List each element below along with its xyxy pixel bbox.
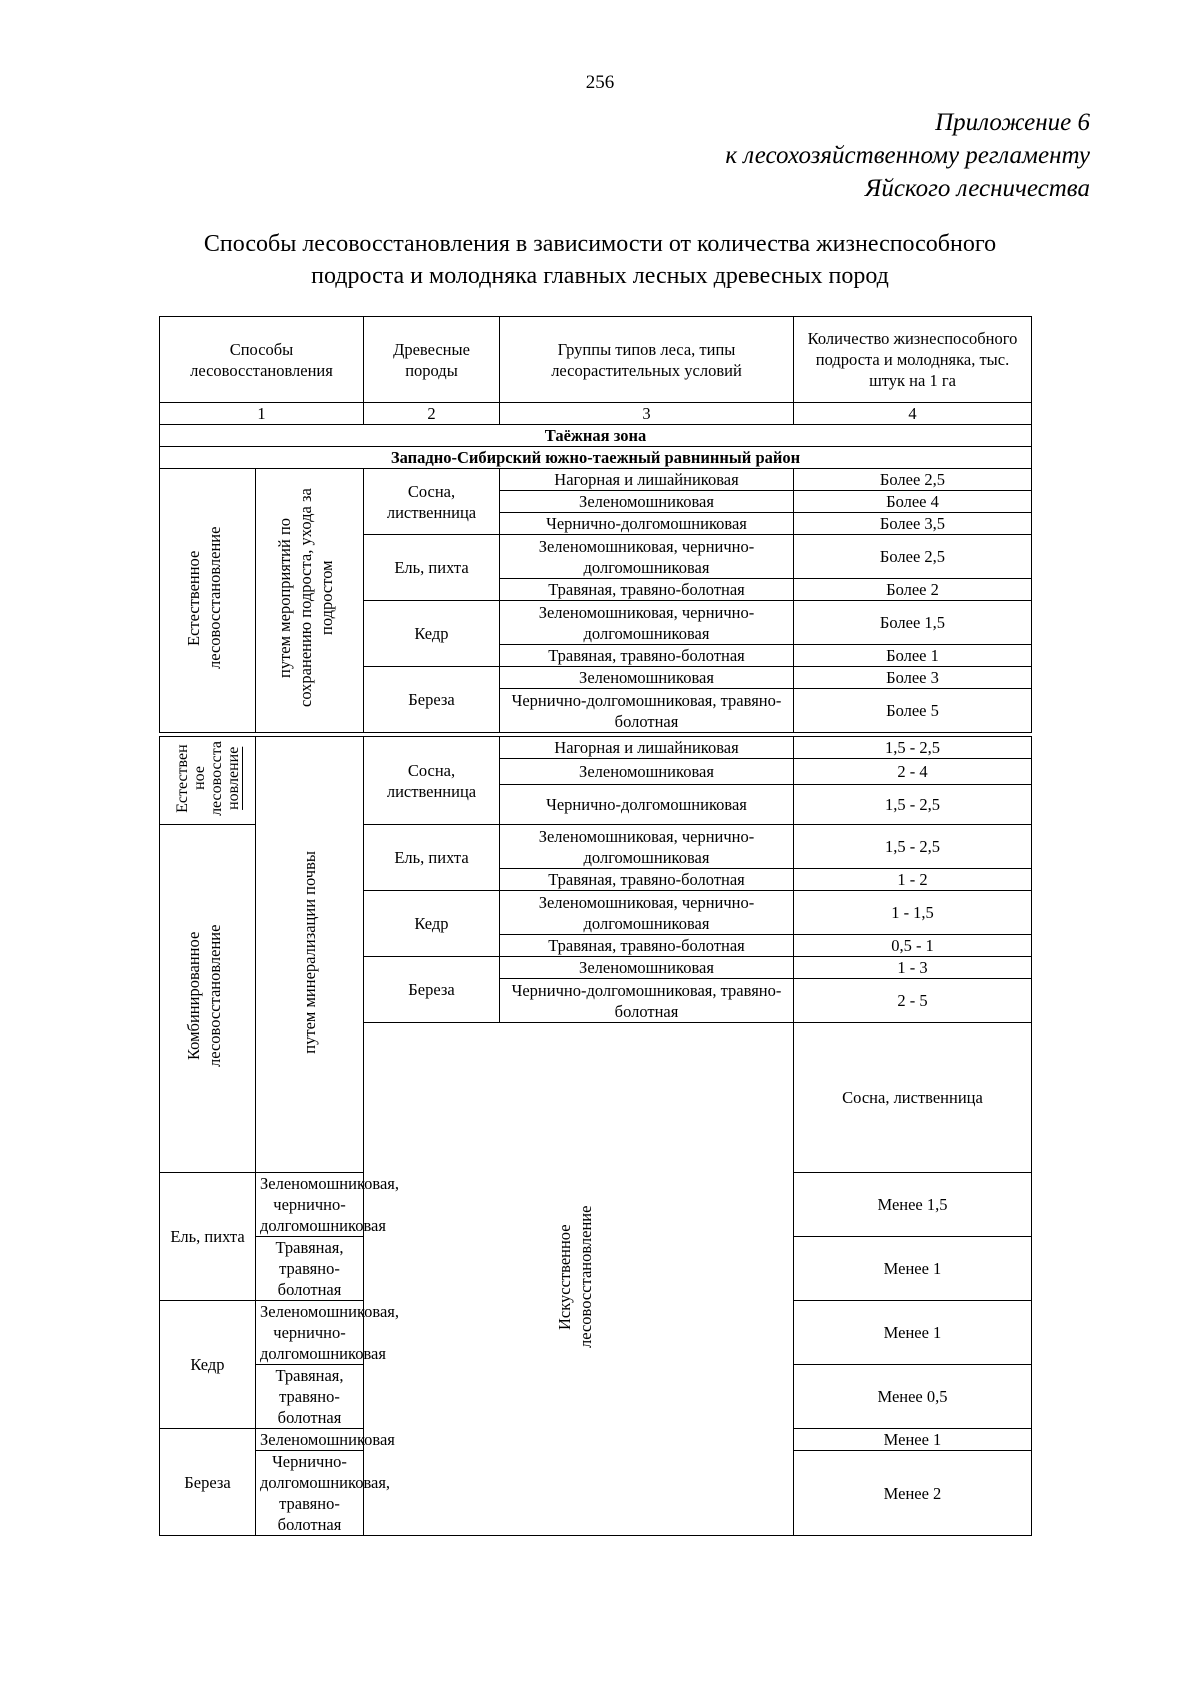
region-row	[160, 447, 1032, 469]
value-cell: Более 1,5	[794, 601, 1032, 645]
value-cell: 2 - 4	[794, 759, 1032, 785]
method-natural-short-l4: новление	[224, 746, 242, 810]
forest-type-cell: Зеленомошниковая, чернично-долгомошниковая	[500, 825, 794, 869]
appendix-line-1: Приложение 6	[935, 109, 1090, 136]
species-cell: Кедр	[364, 601, 500, 667]
zone-row	[160, 425, 1032, 447]
column-number: 1	[160, 403, 364, 425]
reforestation-table	[159, 316, 1032, 733]
species-cell: Сосна, лиственница	[364, 469, 500, 535]
method-natural-sub	[256, 469, 364, 733]
method-artificial	[364, 1023, 794, 1536]
value-cell: Менее 1,5	[794, 1173, 1032, 1237]
value-cell: Более 2,5	[794, 535, 1032, 579]
method-mineral-sub-text: путем минерализации почвы	[300, 850, 319, 1054]
title-line-2: подроста и молодняка главных лесных древесных пород	[311, 263, 889, 289]
value-cell: Менее 0,5	[794, 1365, 1032, 1429]
method-natural	[160, 469, 256, 733]
forest-type-cell: Травяная, травяно-болотная	[500, 935, 794, 957]
header-species: Древесные породы	[364, 317, 500, 403]
value-cell: 2 - 5	[794, 979, 1032, 1023]
method-natural-short	[160, 737, 256, 825]
appendix-line-3: Яйского лесничества	[864, 175, 1090, 202]
species-cell: Сосна, лиственница	[794, 1023, 1032, 1173]
forest-type-cell: Зеленомошниковая, чернично-долгомошниковая	[500, 891, 794, 935]
value-cell: Более 5	[794, 689, 1032, 733]
value-cell: 1,5 - 2,5	[794, 825, 1032, 869]
method-artificial-text: Искусственное лесовосстановление	[554, 1205, 595, 1348]
zone-heading: Таёжная зона	[160, 425, 1032, 447]
table-row	[160, 469, 1032, 491]
species-cell: Ель, пихта	[364, 825, 500, 891]
reforestation-table-continued	[159, 736, 1032, 1536]
value-cell: Менее 2	[794, 1451, 1032, 1536]
forest-type-cell: Зеленомошниковая, чернично-долгомошниковая	[500, 601, 794, 645]
forest-type-cell: Чернично-долгомошниковая, травяно-болотная	[256, 1451, 364, 1536]
forest-type-cell: Травяная, травяно-болотная	[500, 869, 794, 891]
forest-type-cell: Травяная, травяно-болотная	[256, 1365, 364, 1429]
header-forest-types: Группы типов леса, типы лесорастительных условий	[500, 317, 794, 403]
value-cell: Более 4	[794, 491, 1032, 513]
page-number: 256	[585, 72, 615, 93]
forest-type-cell: Зеленомошниковая, чернично-долгомошниковая	[256, 1301, 364, 1365]
region-heading: Западно-Сибирский южно-таежный равнинный район	[160, 447, 1032, 469]
forest-type-cell: Зеленомошниковая, чернично-долгомошниковая	[500, 535, 794, 579]
header-methods: Способы лесовосстановления	[160, 317, 364, 403]
species-cell: Ель, пихта	[160, 1173, 256, 1301]
species-cell: Ель, пихта	[364, 535, 500, 601]
value-cell: 1,5 - 2,5	[794, 737, 1032, 759]
table-row	[160, 737, 1032, 759]
value-cell: Менее 1	[794, 1301, 1032, 1365]
column-number: 3	[500, 403, 794, 425]
forest-type-cell: Чернично-долгомошниковая, травяно-болотная	[500, 689, 794, 733]
forest-type-cell: Зеленомошниковая	[500, 667, 794, 689]
forest-type-cell: Чернично-долгомошниковая, травяно-болотная	[500, 979, 794, 1023]
species-cell: Береза	[364, 957, 500, 1023]
header-row	[160, 317, 1032, 403]
column-number: 2	[364, 403, 500, 425]
method-natural-short-text	[174, 741, 242, 816]
value-cell: Более 3	[794, 667, 1032, 689]
forest-type-cell: Травяная, травяно-болотная	[256, 1237, 364, 1301]
forest-type-cell: Нагорная и лишайниковая	[500, 737, 794, 759]
species-cell: Кедр	[364, 891, 500, 957]
value-cell: Менее 1	[794, 1237, 1032, 1301]
forest-type-cell: Травяная, травяно-болотная	[500, 645, 794, 667]
value-cell: 1 - 2	[794, 869, 1032, 891]
forest-type-cell: Зеленомошниковая	[500, 491, 794, 513]
species-cell: Сосна, лиственница	[364, 737, 500, 825]
appendix-note	[725, 106, 1090, 205]
value-cell: Более 2,5	[794, 469, 1032, 491]
forest-type-cell: Зеленомошниковая	[500, 759, 794, 785]
appendix-line-2: к лесохозяйственному регламенту	[725, 142, 1090, 169]
species-cell: Береза	[364, 667, 500, 733]
forest-type-cell: Чернично-долгомошниковая	[500, 513, 794, 535]
forest-type-cell: Нагорная и лишайниковая	[500, 469, 794, 491]
forest-type-cell: Зеленомошниковая	[500, 957, 794, 979]
method-natural-short-l1: Естествен	[173, 743, 191, 813]
method-natural-short-l3: лесовосста	[207, 740, 225, 816]
value-cell: Более 3,5	[794, 513, 1032, 535]
value-cell: 0,5 - 1	[794, 935, 1032, 957]
method-mineral-sub	[256, 737, 364, 1173]
forest-type-cell: Зеленомошниковая, чернично-долгомошниковая	[256, 1173, 364, 1237]
document-title	[140, 228, 1060, 292]
method-combined-text: Комбинированное лесовосстановление	[183, 924, 224, 1068]
forest-type-cell: Травяная, травяно-болотная	[500, 579, 794, 601]
method-combined	[160, 825, 256, 1173]
value-cell: 1 - 3	[794, 957, 1032, 979]
method-natural-sub-text: путем мероприятий по сохранению подроста, ухода за подростом	[274, 488, 336, 708]
forest-type-cell: Зеленомошниковая	[256, 1429, 364, 1451]
value-cell: 1,5 - 2,5	[794, 785, 1032, 825]
method-natural-text: Естественное лесовосстановление	[183, 526, 224, 670]
value-cell: 1 - 1,5	[794, 891, 1032, 935]
forest-type-cell: Чернично-долгомошниковая	[500, 785, 794, 825]
species-cell: Кедр	[160, 1301, 256, 1429]
value-cell: Менее 1	[794, 1429, 1032, 1451]
title-line-1: Способы лесовосстановления в зависимости от количества жизнеспособного	[203, 231, 997, 257]
species-cell: Береза	[160, 1429, 256, 1536]
method-natural-short-l2: ное	[190, 766, 208, 790]
value-cell: Более 2	[794, 579, 1032, 601]
column-number: 4	[794, 403, 1032, 425]
value-cell: Более 1	[794, 645, 1032, 667]
header-quantity: Количество жизнеспособного подроста и молодняка, тыс. штук на 1 га	[794, 317, 1032, 403]
column-numbers-row	[160, 403, 1032, 425]
